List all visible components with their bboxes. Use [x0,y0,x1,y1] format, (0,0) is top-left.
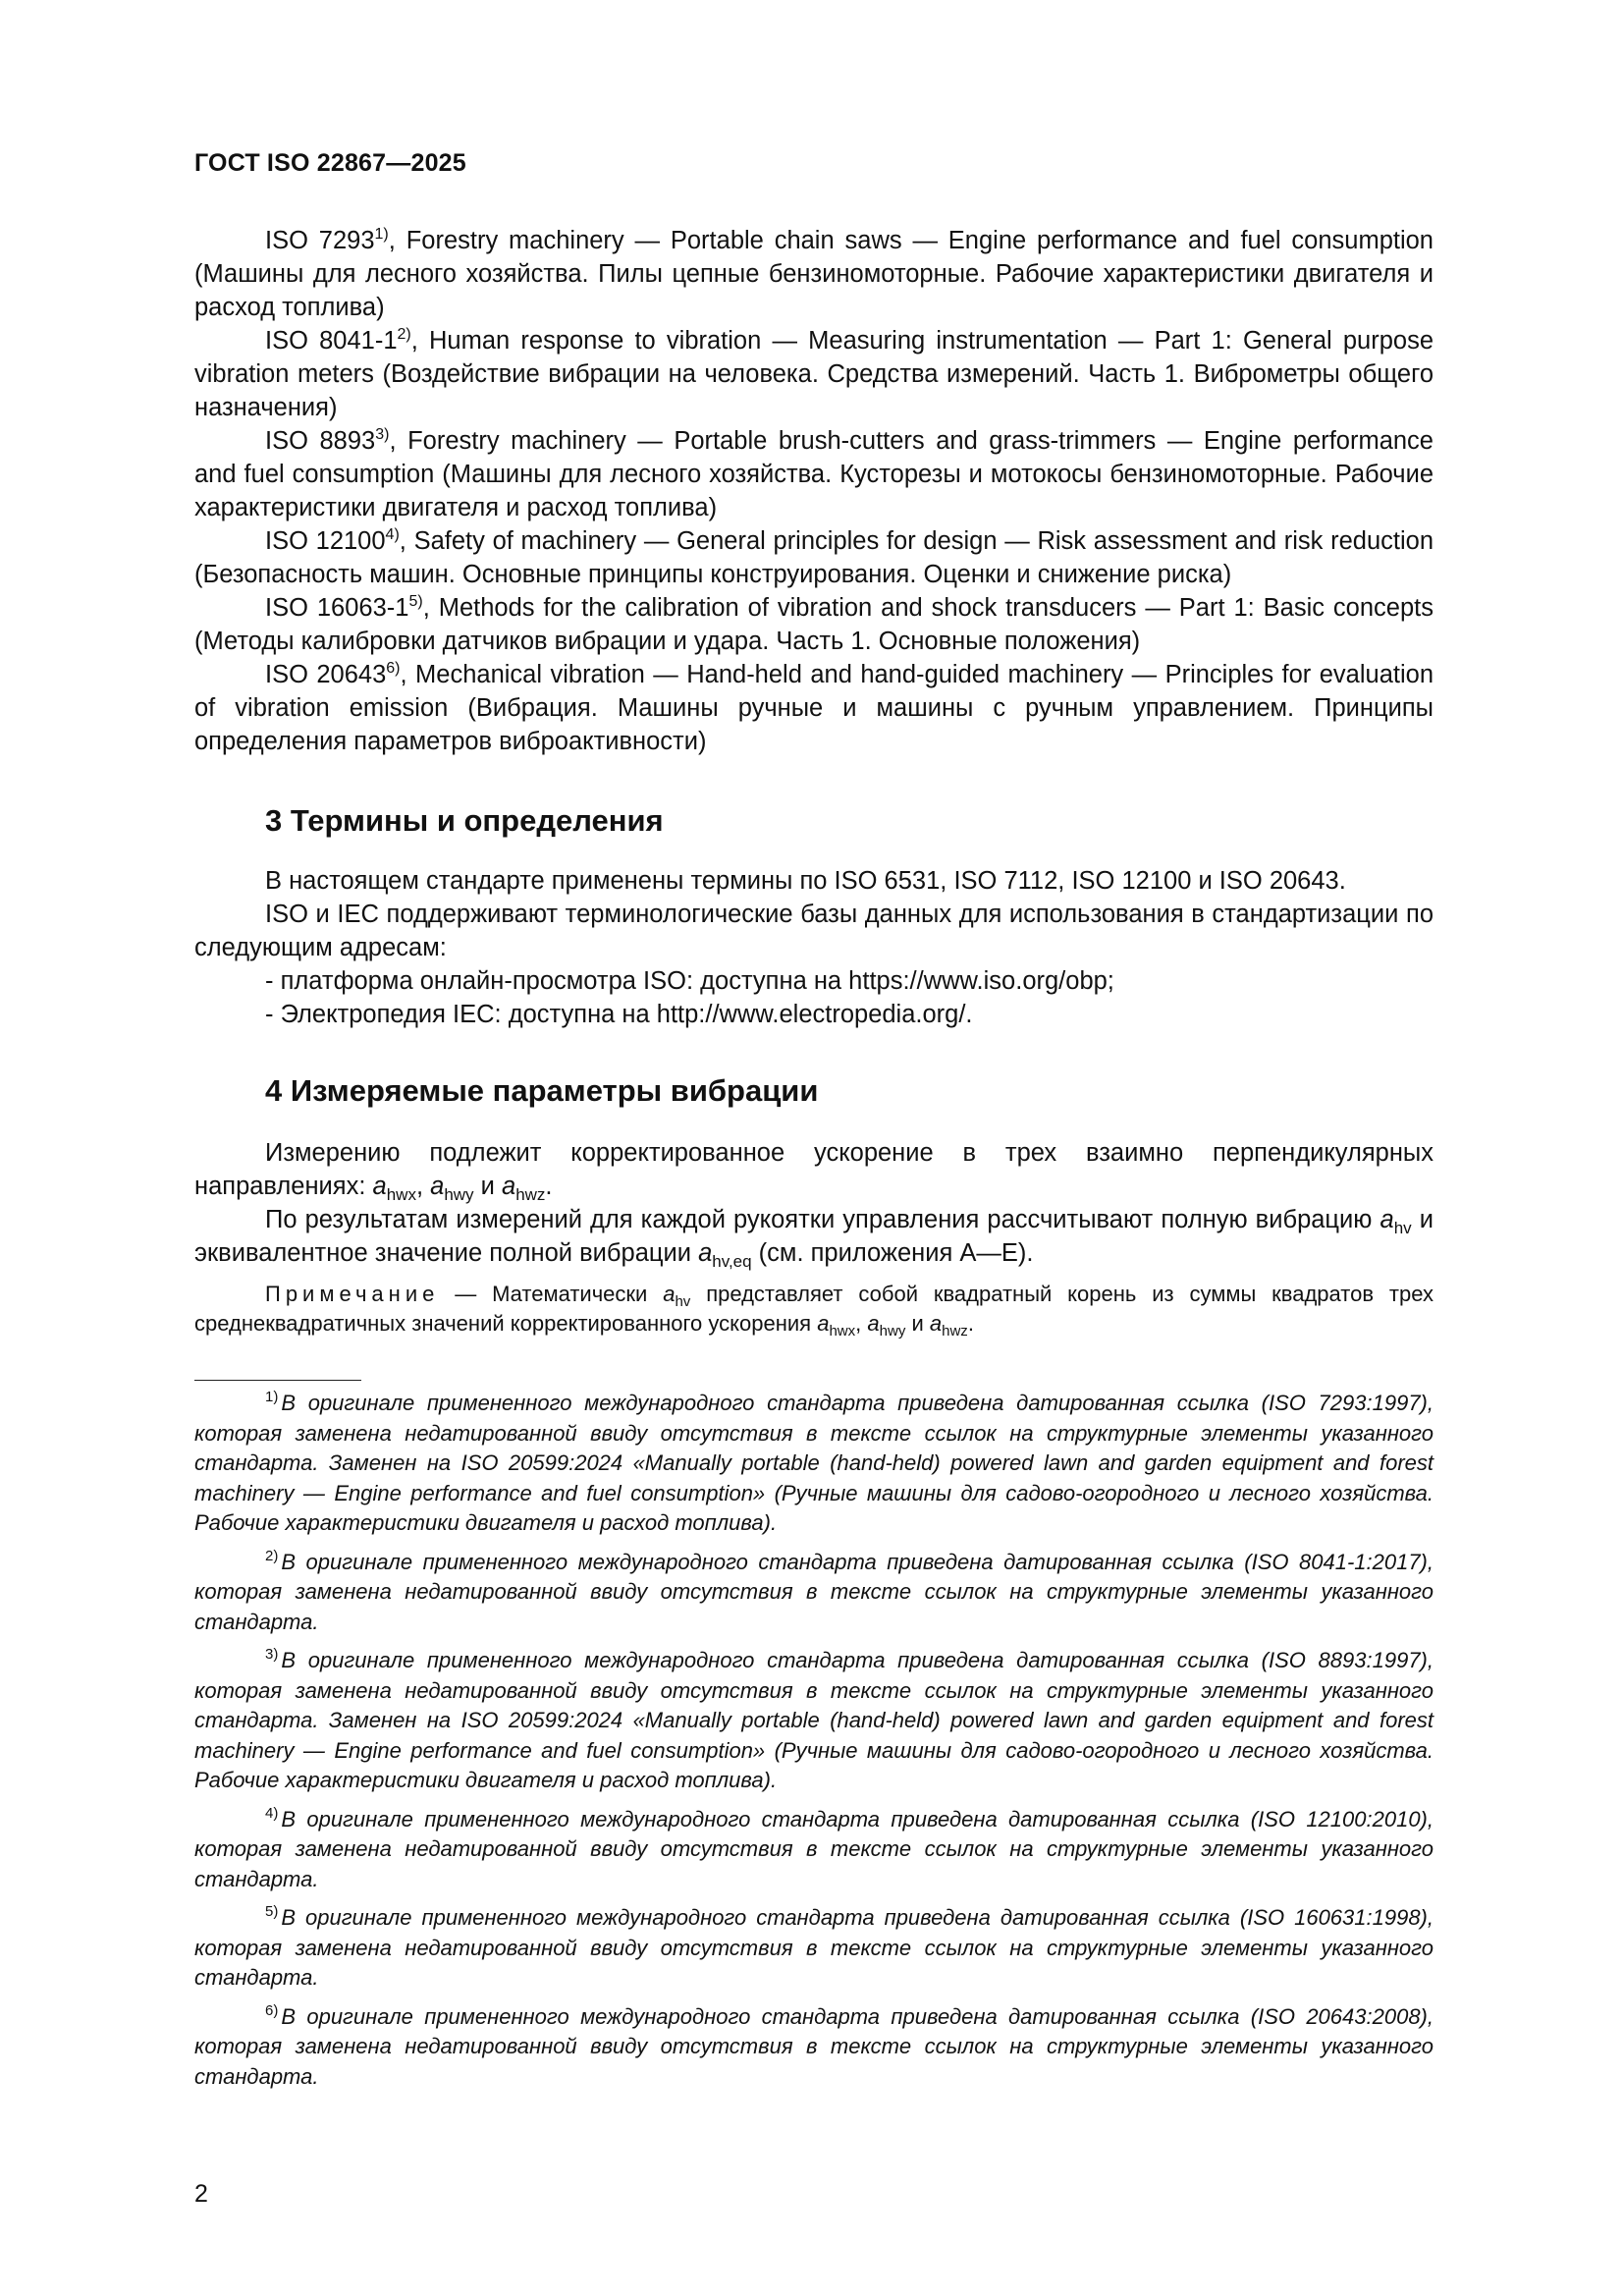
note-paragraph: Примечание — Математически $a_{hv}$ представляет собой квадратный корень из суммы квадратов трех среднеквадратичных значений корректированного ускорения $a_{hwx}$, $a_{hwy}$ и $a_{hwz}$. [194,1282,1434,1339]
section-4-body [194,1136,1434,1270]
footnote-mark: 6) [386,660,401,677]
footnote-item: $^{1)}$ В оригинале примененного международного стандарта приведена датированная ссылка (ISO 7293:1997), которая заменена недатированной ввиду отсутствия в тексте ссылок на структурные элементы указанного стандарта. Заменен на ISO 20599:2024 «Manually portable (hand-held) powered lawn and garden equipment and forest machinery — Engine performance and fuel consumption» (Ручные машины для садово-огородного и лесного хозяйства. Рабочие характеристики двигателя и расход топлива). [194,1389,1434,1535]
footnote-mark: 4) [265,1804,279,1822]
footnote-divider [194,1380,361,1381]
reference-item: ISO 16063-1$^{5)}$, Methods for the calibration of vibration and shock transducers — Part 1: Basic concepts (Методы калибровки датчиков вибрации и удара. Часть 1. Основные положения) [194,593,1434,655]
reference-code: ISO 16063-1 [265,594,409,622]
footnote-item: $^{5)}$ В оригинале примененного международного стандарта приведена датированная ссылка (ISO 160631:1998), которая заменена недатированной ввиду отсутствия в тексте ссылок на структурные элементы указанного стандарта. [194,1903,1434,1990]
reference-text: Forestry machinery — Portable chain saws — Engine performance and fuel consumption (Машины для лесного хозяйства. Пилы цепные бензиномоторные. Рабочие характеристики двигателя и расход топлива) [194,227,1434,321]
reference-code: ISO 12100 [265,527,386,555]
footnote-item: $^{2)}$ В оригинале примененного международного стандарта приведена датированная ссылка (ISO 8041-1:2017), которая заменена недатированной ввиду отсутствия в тексте ссылок на структурные элементы указанного стандарта. [194,1547,1434,1634]
footnote-mark: 1) [374,226,389,243]
footnote-mark: 5) [408,593,423,610]
section-4-paragraph: Измерению подлежит корректированное ускорение в трех взаимно перпендикулярных направлениях: $a_{hwx}$, $a_{hwy}$ и $a_{hwz}$. [194,1139,1434,1204]
reference-code: ISO 8041-1 [265,327,398,355]
reference-code: ISO 8893 [265,427,376,455]
reference-code: ISO 20643 [265,661,387,688]
reference-item: ISO 12100$^{4)}$, Safety of machinery — General principles for design — Risk assessment and risk reduction (Безопасность машин. Основные принципы конструирования. Оценки и снижение риска) [194,526,1434,588]
reference-text: Human response to vibration — Measuring instrumentation — Part 1: General purpose vibration meters (Воздействие вибрации на человека. Средства измерений. Часть 1. Виброметры общего назначения) [194,327,1434,421]
reference-text: Safety of machinery — General principles for design — Risk assessment and risk reduction (Безопасность машин. Основные принципы конструирования. Оценки и снижение риска) [194,527,1434,588]
section-3-body [194,864,1434,1031]
section-3-paragraph: ISO и IEC поддерживают терминологические базы данных для использования в стандартизации по следующим адресам: [194,901,1434,961]
footnote-mark: 6) [265,2001,279,2019]
footnote-mark: 2) [397,326,411,343]
reference-text: Mechanical vibration — Hand-held and hand-guided machinery — Principles for evaluation of vibration emission (Вибрация. Машины ручные и машины с ручным управлением. Принципы определения параметров виброактивности) [194,661,1434,755]
section-3-list-item: - Электропедия IEC: доступна на http://www.electropedia.org/. [265,1001,973,1028]
footnote-mark: 3) [265,1646,279,1663]
section-3-list-item: - платформа онлайн-просмотра ISO: доступна на https://www.iso.org/obp; [265,967,1114,995]
note-label: Примечание [265,1282,440,1306]
section-3-paragraph: В настоящем стандарте применены термины по ISO 6531, ISO 7112, ISO 12100 и ISO 20643. [265,867,1346,895]
section-4-heading: 4 Измеряемые параметры вибрации [265,1073,819,1108]
footnote-item: $^{4)}$ В оригинале примененного международного стандарта приведена датированная ссылка (ISO 12100:2010), которая заменена недатированной ввиду отсутствия в тексте ссылок на структурные элементы указанного стандарта. [194,1804,1434,1891]
footnote-mark: 1) [265,1389,279,1405]
section-3-heading: 3 Термины и определения [265,803,664,838]
footnote-mark: 3) [375,426,390,443]
footnote-item: $^{6)}$ В оригинале примененного международного стандарта приведена датированная ссылка (ISO 20643:2008), которая заменена недатированной ввиду отсутствия в тексте ссылок на структурные элементы указанного стандарта. [194,2001,1434,2089]
footnote-mark: 2) [265,1547,279,1564]
footnotes [194,1389,1434,2101]
footnote-mark: 4) [385,526,400,543]
reference-text: Methods for the calibration of vibration and shock transducers — Part 1: Basic concepts (Методы калибровки датчиков вибрации и удара. Часть 1. Основные положения) [194,594,1434,655]
note-block [194,1280,1434,1339]
reference-text: Forestry machinery — Portable brush-cutters and grass-trimmers — Engine performance and fuel consumption (Машины для лесного хозяйства. Кусторезы и мотокосы бензиномоторные. Рабочие характеристики двигателя и расход топлива) [194,427,1434,521]
reference-item: ISO 20643$^{6)}$, Mechanical vibration — Hand-held and hand-guided machinery — Principles for evaluation of vibration emission (Вибрация. Машины ручные и машины с ручным управлением. Принципы определения параметров виброактивности) [194,660,1434,755]
footnote-item: $^{3)}$ В оригинале примененного международного стандарта приведена датированная ссылка (ISO 8893:1997), которая заменена недатированной ввиду отсутствия в тексте ссылок на структурные элементы указанного стандарта. Заменен на ISO 20599:2024 «Manually portable (hand-held) powered lawn and garden equipment and forest machinery — Engine performance and fuel consumption» (Ручные машины для садово-огородного и лесного хозяйства. Рабочие характеристики двигателя и расход топлива). [194,1646,1434,1792]
document-header: ГОСТ ISO 22867—2025 [194,149,466,177]
normative-references [194,224,1434,758]
reference-code: ISO 7293 [265,227,375,254]
section-4-paragraph: По результатам измерений для каждой рукоятки управления рассчитывают полную вибрацию $a_{hv}$ и эквивалентное значение полной вибрации $a_{hv,eq}$ (см. приложения А—Е). [194,1206,1434,1271]
reference-item: ISO 8041-1$^{2)}$, Human response to vibration — Measuring instrumentation — Part 1: General purpose vibration meters (Воздействие вибрации на человека. Средства измерений. Часть 1. Виброметры общего назначения) [194,326,1434,421]
page-number: 2 [194,2180,208,2208]
reference-item: ISO 8893$^{3)}$, Forestry machinery — Portable brush-cutters and grass-trimmers — Engine performance and fuel consumption (Машины для лесного хозяйства. Кусторезы и мотокосы бензиномоторные. Рабочие характеристики двигателя и расход топлива) [194,426,1434,521]
footnote-mark: 5) [265,1903,279,1920]
reference-item: ISO 7293$^{1)}$, Forestry machinery — Portable chain saws — Engine performance and fuel consumption (Машины для лесного хозяйства. Пилы цепные бензиномоторные. Рабочие характеристики двигателя и расход топлива) [194,226,1434,321]
